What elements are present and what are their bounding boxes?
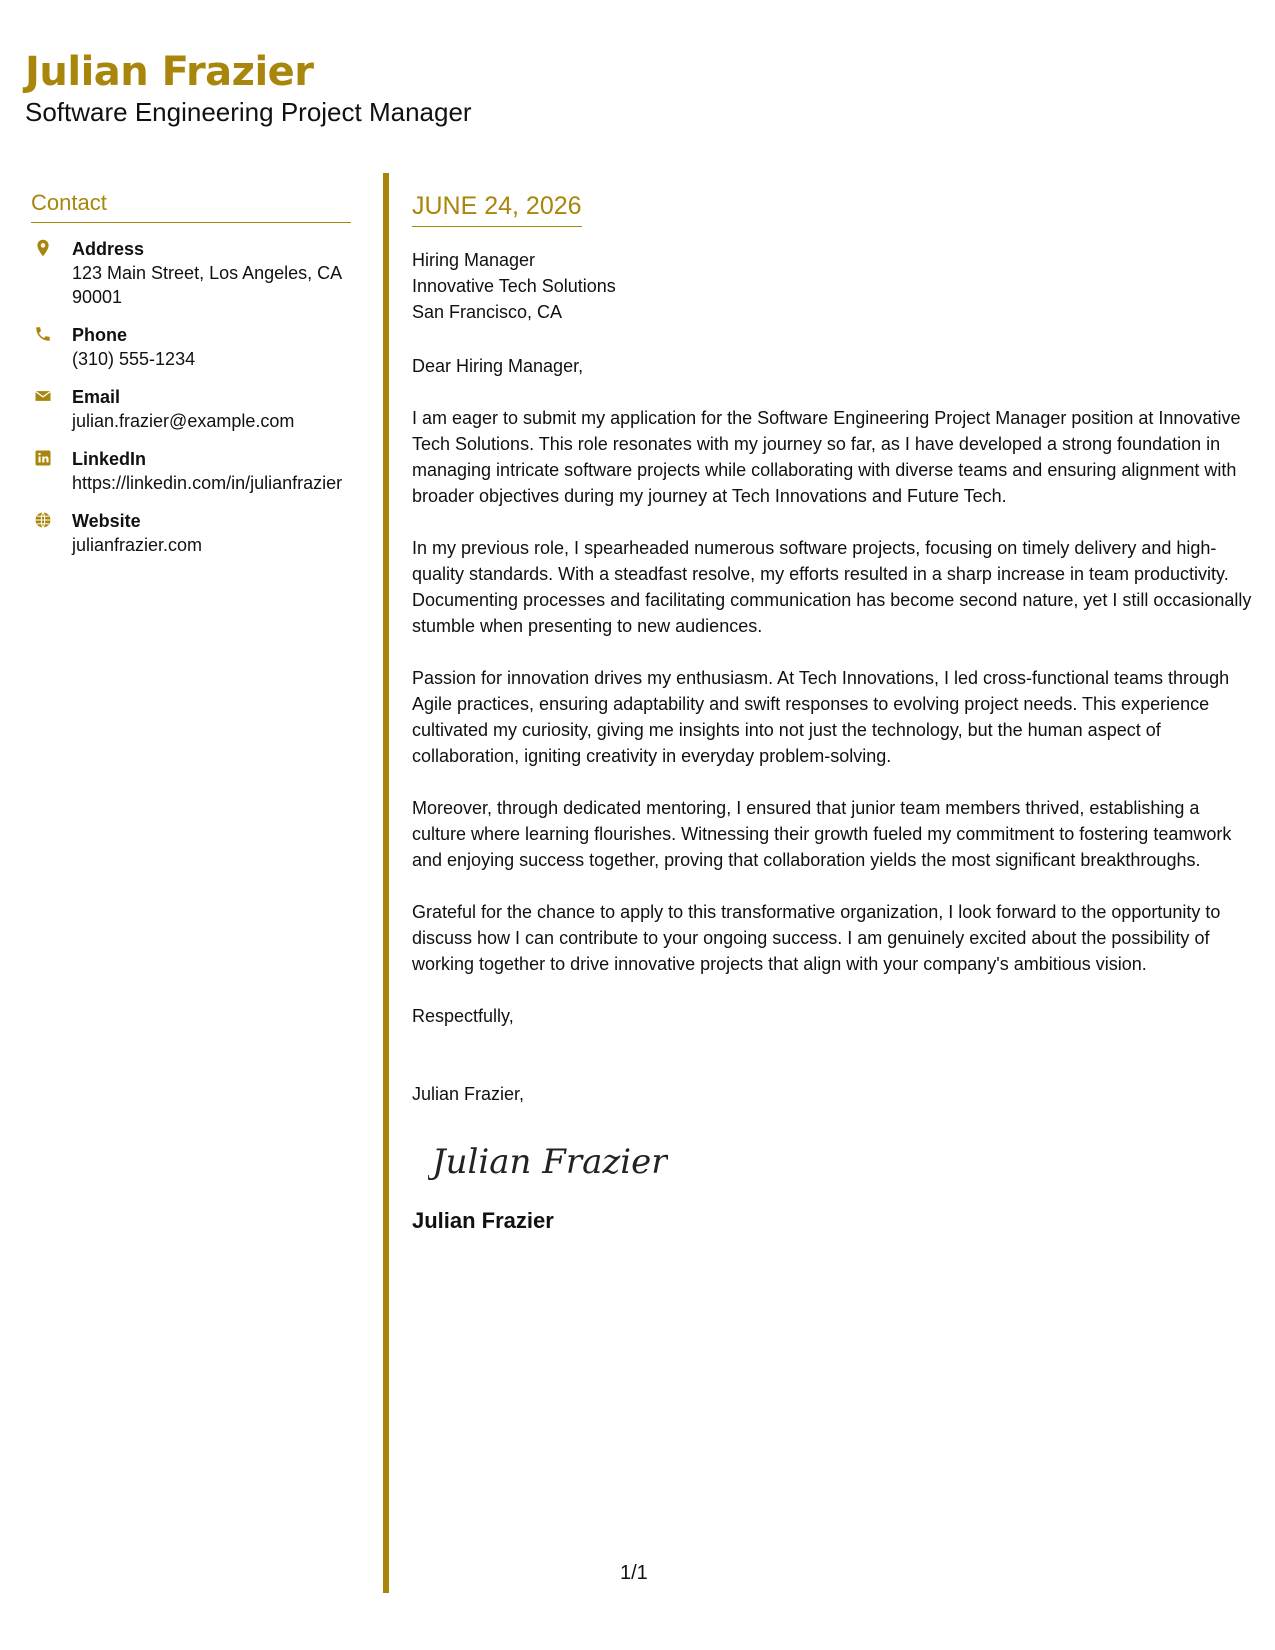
recipient-line: San Francisco, CA (412, 302, 563, 322)
vertical-divider (383, 173, 389, 1593)
linkedin-icon (31, 447, 72, 495)
recipient-line: Hiring Manager (412, 250, 536, 270)
recipient-line: Innovative Tech Solutions (412, 276, 616, 296)
envelope-icon (31, 385, 72, 433)
contact-heading: Contact (31, 188, 351, 223)
signature-text: Julian Frazier (432, 1142, 668, 1182)
date-block (412, 190, 582, 227)
contact-value: https://linkedin.com/in/julianfrazier (72, 473, 343, 493)
contact-label: LinkedIn (72, 449, 147, 469)
recipient-block (412, 247, 1252, 325)
contact-label: Website (72, 511, 141, 531)
letter-paragraph: Grateful for the chance to apply to this transformative organization, I look forward to the opportunity to discuss how I can contribute to your ongoing success. I am genuinely excited about the possibility of working together to drive innovative projects that align with your company's ambitious vision. (412, 902, 1221, 974)
contact-label: Phone (72, 325, 128, 345)
letter-body (412, 190, 1252, 1235)
contact-label: Address (72, 239, 145, 259)
contact-value: julian.frazier@example.com (72, 411, 295, 431)
contact-label: Email (72, 387, 121, 407)
printed-name: Julian Frazier (412, 1208, 554, 1233)
closing: Respectfully, (412, 1006, 514, 1026)
page-number: 1/1 (620, 1562, 648, 1584)
letter-paragraph: Passion for innovation drives my enthusiasm. At Tech Innovations, I led cross-functional teams through Agile practices, ensuring adaptability and swift responses to evolving project needs. This experience cultivated my curiosity, giving me insights into not just the technology, but the human aspect of collaboration, igniting creativity in everyday problem-solving. (412, 668, 1230, 766)
letter-paragraph: In my previous role, I spearheaded numerous software projects, focusing on timely delivery and high-quality standards. With a steadfast resolve, my efforts resulted in a sharp increase in team productivity. Documenting processes and facilitating communication has become second nature, yet I still occasionally stumble when presenting to new audiences. (412, 538, 1252, 636)
contact-value: julianfrazier.com (72, 535, 203, 555)
applicant-name: Julian Frazier (25, 49, 314, 95)
contact-linkedin (31, 447, 351, 495)
contact-email (31, 385, 351, 433)
contact-value: 123 Main Street, Los Angeles, CA 90001 (72, 263, 342, 307)
globe-icon (31, 509, 72, 557)
letter-paragraph: Moreover, through dedicated mentoring, I ensured that junior team members thrived, establishing a culture where learning flourishes. Witnessing their growth fueled my commitment to fostering teamwork and enjoying success together, proving that collaboration yields the most significant breakthroughs. (412, 798, 1232, 870)
contact-address (31, 237, 351, 309)
contact-website (31, 509, 351, 557)
sign-off-name: Julian Frazier, (412, 1084, 525, 1104)
contact-phone (31, 323, 351, 371)
contact-sidebar (31, 188, 351, 571)
contact-value: (310) 555-1234 (72, 349, 196, 369)
greeting: Dear Hiring Manager, (412, 356, 584, 376)
map-pin-icon (31, 237, 72, 309)
phone-icon (31, 323, 72, 371)
letter-date: JUNE 24, 2026 (412, 192, 582, 220)
handwritten-signature (428, 1131, 1252, 1191)
letter-paragraph: I am eager to submit my application for the Software Engineering Project Manager position at Innovative Tech Solutions. This role resonates with my journey so far, as I have developed a strong foundation in managing intricate software projects while collaborating with diverse teams and ensuring alignment with broader objectives during my journey at Tech Innovations and Future Tech. (412, 408, 1241, 506)
job-title: Software Engineering Project Manager (25, 97, 472, 127)
page-header (25, 48, 472, 128)
